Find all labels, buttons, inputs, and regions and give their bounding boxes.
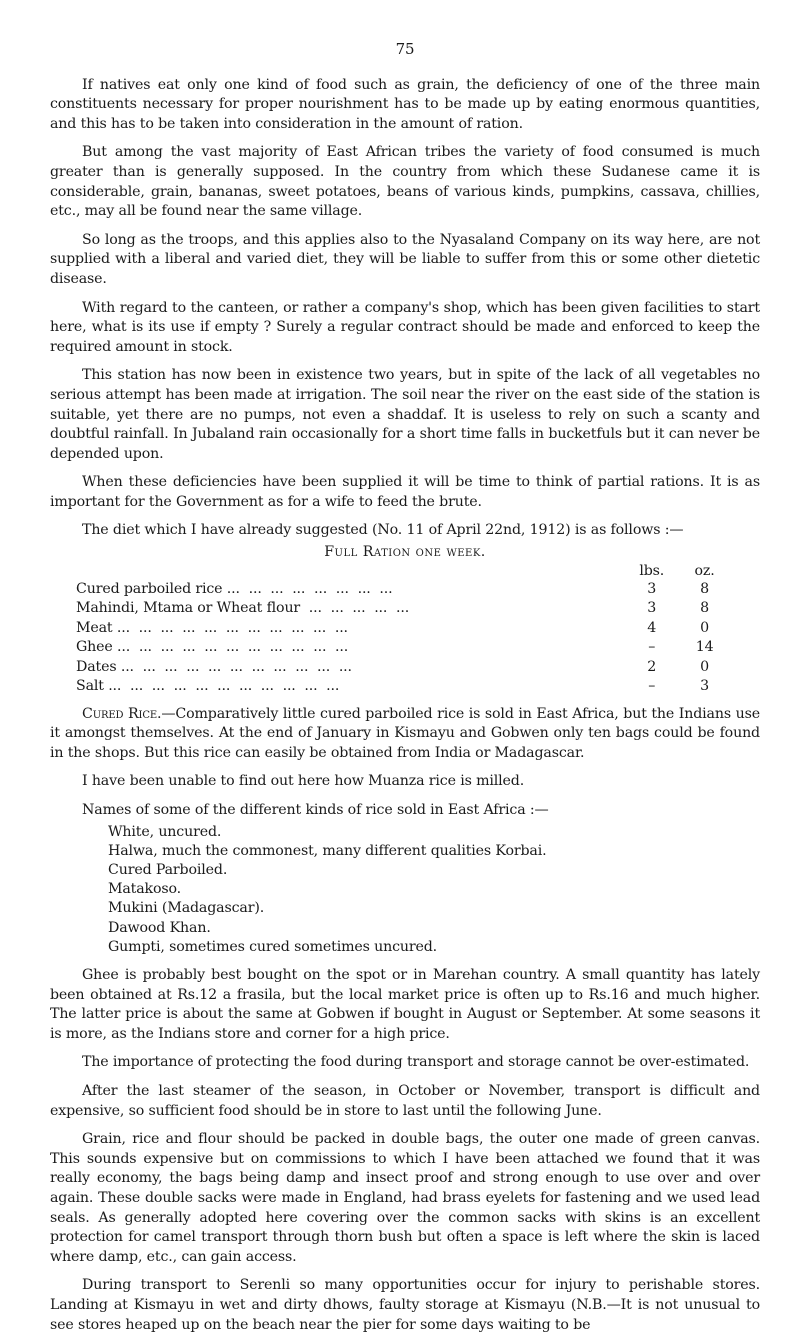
list-item: Cured Parboiled. bbox=[108, 862, 228, 879]
ration-item: Meat bbox=[76, 619, 113, 636]
ration-lbs: – bbox=[648, 639, 656, 656]
ration-lbs: – bbox=[648, 678, 656, 695]
unit-lbs: lbs. bbox=[639, 562, 665, 579]
ration-oz: 8 bbox=[700, 580, 710, 597]
ration-item: Ghee bbox=[76, 639, 113, 656]
ration-lbs: 4 bbox=[647, 619, 657, 636]
ration-lbs: 3 bbox=[647, 580, 657, 597]
ration-table bbox=[76, 563, 731, 697]
ration-item: Salt bbox=[76, 678, 104, 695]
paragraph: During transport to Serenli so many opportunities occur for injury to perishable stores. Landing at Kismayu in wet and dirty dhows, faulty storage at Kismayu (N.B.—It is not unusual to see stores heaped up on the beach near the pier for some days waiting to be bbox=[50, 1277, 760, 1333]
list-item: Dawood Khan. bbox=[108, 919, 211, 936]
list-item: Matakoso. bbox=[108, 881, 182, 898]
paragraph: After the last steamer of the season, in October or November, transport is difficult and expensive, so sufficient food should be in store to last until the following June. bbox=[50, 1083, 760, 1119]
section-text: —Comparatively little cured parboiled rice is sold in East Africa, but the Indians use it amongst themselves. At the end of January in Kismayu and Gobwen only ten bags could be found in the shops. But this rice can easily be obtained from India or Madagascar. bbox=[50, 705, 760, 761]
paragraph: Names of some of the different kinds of rice sold in East Africa :— bbox=[82, 802, 549, 819]
ration-lbs: 2 bbox=[647, 658, 657, 675]
page-number: 75 bbox=[395, 40, 415, 58]
ration-row: Mahindi, Mtama or Wheat flour ... ... ... ... ... 3 8 bbox=[76, 599, 731, 619]
paragraph: But among the vast majority of East African tribes the variety of food consumed is much greater than is generally supposed. In the country from which these Sudanese came it is considerable, grain, bananas, sweet potatoes, beans of various kinds, pumpkins, cassava, chillies, etc., may all be found near the same village. bbox=[50, 144, 760, 220]
ration-oz: 3 bbox=[700, 678, 710, 695]
rice-names-list bbox=[108, 823, 760, 957]
paragraph-cured-rice bbox=[50, 705, 760, 764]
ration-oz: 0 bbox=[700, 658, 710, 675]
document-page bbox=[50, 40, 760, 1344]
paragraph: I have been unable to find out here how Muanza rice is milled. bbox=[82, 773, 525, 790]
ration-item: Dates bbox=[76, 658, 117, 675]
ration-oz: 14 bbox=[695, 639, 714, 656]
ration-header-row bbox=[76, 563, 731, 580]
ration-oz: 0 bbox=[700, 619, 710, 636]
list-item: White, uncured. bbox=[108, 823, 222, 840]
list-item: Halwa, much the commonest, many different qualities Korbai. bbox=[108, 842, 547, 859]
list-item: Gumpti, sometimes cured sometimes uncured. bbox=[108, 938, 438, 955]
ration-caption: Full Ration one week. bbox=[324, 544, 486, 561]
paragraph: The diet which I have already suggested (No. 11 of April 22nd, 1912) is as follows :— bbox=[82, 522, 684, 539]
paragraph: With regard to the canteen, or rather a company's shop, which has been given facilities to start here, what is its use if empty ? Surely a regular contract should be made and enforced to keep the required amount in stock. bbox=[50, 299, 760, 355]
paragraph: This station has now been in existence two years, but in spite of the lack of all vegetables no serious attempt has been made at irrigation. The soil near the river on the east side of the station is suitable, yet there are no pumps, not even a shaddaf. It is useless to rely on such a scanty and doubtful rainfall. In Jubaland rain occasionally for a short time falls in bucketfuls but it can never be depended upon. bbox=[50, 367, 760, 462]
paragraph: Ghee is probably best bought on the spot or in Marehan country. A small quantity has lately been obtained at Rs.12 a frasila, but the local market price is often up to Rs.16 and much higher. The latter price is about the same at Gobwen if bought in August or September. At some seasons it is more, as the Indians store and corner for a high price. bbox=[50, 967, 760, 1042]
paragraph: So long as the troops, and this applies also to the Nyasaland Company on its way here, are not supplied with a liberal and varied diet, they will be liable to suffer from this or some other dietetic disease. bbox=[50, 231, 760, 287]
ration-row: Meat ... ... ... ... ... ... ... ... ... ... ... 4 0 bbox=[76, 619, 731, 639]
ration-row: Dates ... ... ... ... ... ... ... ... ... ... ... 2 0 bbox=[76, 658, 731, 678]
ration-lbs: 3 bbox=[647, 600, 657, 617]
ration-row: Salt ... ... ... ... ... ... ... ... ... ... ... – 3 bbox=[76, 677, 731, 697]
ration-item: Cured parboiled rice bbox=[76, 580, 223, 597]
paragraph: If natives eat only one kind of food such as grain, the deficiency of one of the three main constituents necessary for proper nourishment has to be made up by eating enormous quantities, and this has to be taken into consideration in the amount of ration. bbox=[50, 76, 760, 132]
list-item: Mukini (Madagascar). bbox=[108, 900, 265, 917]
ration-row: Ghee ... ... ... ... ... ... ... ... ... ... ... – 14 bbox=[76, 638, 731, 658]
unit-oz: oz. bbox=[694, 562, 715, 579]
section-lead: Cured Rice. bbox=[82, 705, 162, 722]
paragraph: Grain, rice and flour should be packed in double bags, the outer one made of green canvas. This sounds expensive but on commissions to which I have been attached we found that it was really economy, the bags being damp and insect proof and strong enough to use over and over again. These double sacks were made in England, had brass eyelets for fastening and we used lead seals. As generally adopted here covering over the common sacks with skins is an excellent protection for camel transport through thorn bush but often a space is left where the skin is laced where damp, etc., can gain access. bbox=[50, 1131, 760, 1265]
paragraph: When these deficiencies have been supplied it will be time to think of partial rations. It is as important for the Government as for a wife to feed the brute. bbox=[50, 474, 760, 510]
ration-row: Cured parboiled rice ... ... ... ... ... ... ... ... 3 8 bbox=[76, 580, 731, 600]
paragraph: The importance of protecting the food during transport and storage cannot be over-estimated. bbox=[82, 1054, 750, 1071]
ration-item: Mahindi, Mtama or Wheat flour bbox=[76, 600, 301, 617]
ration-oz: 8 bbox=[700, 600, 710, 617]
